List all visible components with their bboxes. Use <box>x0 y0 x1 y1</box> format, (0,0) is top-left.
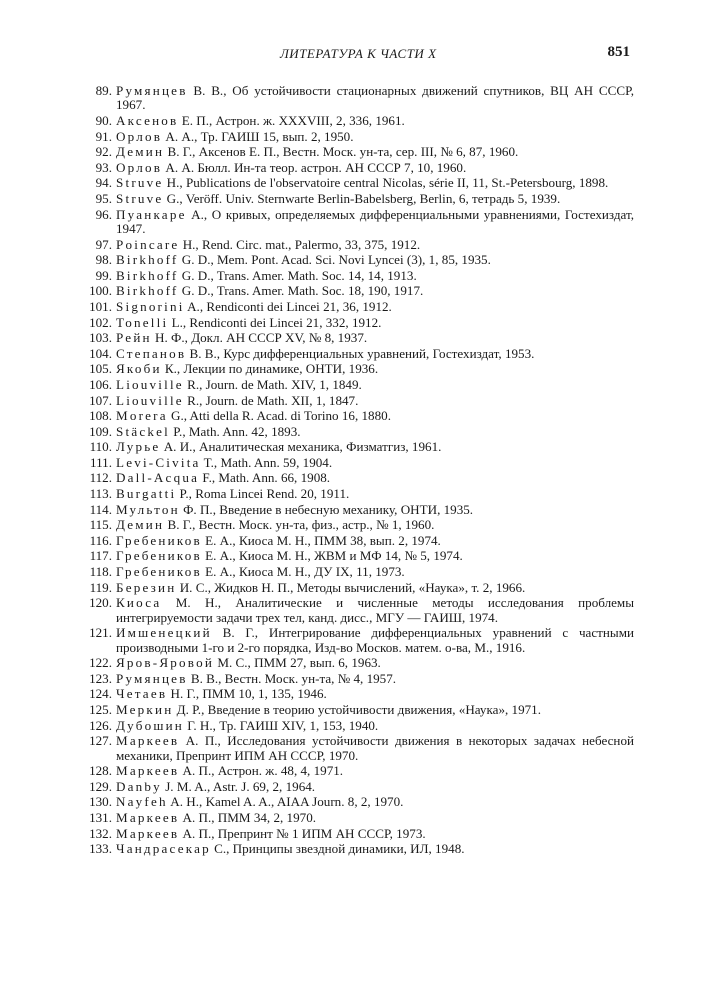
reference-details: A., Rendiconti dei Lincei 21, 36, 1912. <box>184 298 392 314</box>
reference-details: К., Лекции по динамике, ОНТИ, 1936. <box>161 361 379 377</box>
reference-details: Е. А., Киоса М. Н., ЖВМ и МФ 14, № 5, 1974. <box>201 548 463 564</box>
reference-number: 94. <box>95 175 112 191</box>
reference-item <box>82 596 634 625</box>
reference-item <box>82 84 634 113</box>
reference-text <box>116 596 634 625</box>
reference-author: Morera <box>116 408 168 424</box>
reference-item <box>82 331 634 345</box>
reference-author: Poincare <box>116 236 180 252</box>
reference-author: Орлов <box>116 159 163 175</box>
reference-details: H., Publications de l'observatoire central Nicolas, série II, 11, St.-Petersbourg, 1898. <box>163 175 609 191</box>
reference-details: В. В., Курс дифференциальных уравнений, Гостехиздат, 1953. <box>186 345 535 361</box>
reference-details: R., Journ. de Math. XIV, 1, 1849. <box>183 376 362 392</box>
reference-author: Stäckel <box>116 423 170 439</box>
reference-author: Четаев <box>116 686 168 702</box>
reference-details: А. П., Препринт № 1 ИПМ АН СССР, 1973. <box>179 825 426 841</box>
reference-author: Гребеников <box>116 548 202 564</box>
reference-text <box>116 284 634 298</box>
reference-number: 118. <box>89 564 112 580</box>
reference-number: 103. <box>89 330 112 346</box>
reference-author: Levi-Civita <box>116 454 201 470</box>
reference-text <box>116 176 634 190</box>
reference-item <box>82 192 634 206</box>
reference-item <box>82 238 634 252</box>
reference-author: Birkhoff <box>116 252 179 268</box>
reference-item <box>82 284 634 298</box>
reference-text <box>116 192 634 206</box>
reference-text <box>116 581 634 595</box>
reference-details: М. Н., Аналитические и численные методы исследования проблемы интегрируемости задачи трех тел, канд. дисс., МГУ — ГАИШ, 1974. <box>116 595 634 625</box>
reference-text <box>116 719 634 733</box>
reference-text <box>116 331 634 345</box>
reference-text <box>116 534 634 548</box>
reference-author: Liouville <box>116 376 184 392</box>
reference-number: 131. <box>89 809 112 825</box>
reference-number: 122. <box>89 655 112 671</box>
reference-number: 117. <box>89 548 112 564</box>
reference-number: 116. <box>89 532 112 548</box>
reference-item <box>82 764 634 778</box>
reference-details: А., О кривых, определяемых дифференциальными уравнениями, Гостехиздат, 1947. <box>116 206 634 236</box>
reference-details: R., Journ. de Math. XII, 1, 1847. <box>183 392 359 408</box>
reference-text <box>116 347 634 361</box>
reference-number: 102. <box>89 314 112 330</box>
reference-item <box>82 130 634 144</box>
reference-details: А. И., Аналитическая механика, Физматгиз, 1961. <box>160 439 442 455</box>
reference-text <box>116 362 634 376</box>
reference-details: H., Rend. Circ. mat., Palermo, 33, 375, 1912. <box>179 236 421 252</box>
reference-author: Румянцев <box>116 83 188 98</box>
reference-details: С., Принципы звездной динамики, ИЛ, 1948. <box>210 841 465 857</box>
reference-author: Пуанкаре <box>116 206 187 222</box>
reference-text <box>116 378 634 392</box>
reference-item <box>82 394 634 408</box>
reference-author: Nayfeh <box>116 794 168 810</box>
reference-details: Е. А., Киоса М. Н., ДУ IX, 11, 1973. <box>201 564 405 580</box>
reference-text <box>116 114 634 128</box>
reference-details: А. П., Исследования устойчивости движения в некоторых задачах небесной механики, Препринт ИПМ АН СССР, 1970. <box>116 733 634 763</box>
reference-text <box>116 827 634 841</box>
reference-item <box>82 300 634 314</box>
reference-details: Д. Р., Введение в теорию устойчивости движения, «Наука», 1971. <box>173 702 542 717</box>
reference-author: Signorini <box>116 298 185 314</box>
reference-number: 125. <box>89 702 112 717</box>
reference-details: Е. П., Астрон. ж. XXXVIII, 2, 336, 1961. <box>178 113 405 128</box>
reference-details: А. А. Бюлл. Ин-та теор. астрон. АН СССР 7, 10, 1960. <box>162 159 467 175</box>
reference-item <box>82 208 634 237</box>
reference-text <box>116 764 634 778</box>
reference-author: Меркин <box>116 702 174 717</box>
reference-item <box>82 114 634 128</box>
reference-number: 99. <box>95 267 112 283</box>
reference-details: G., Veröff. Univ. Sternwarte Berlin-Babelsberg, Berlin, 6, тетрадь 5, 1939. <box>163 190 561 206</box>
reference-text <box>116 253 634 267</box>
reference-author: Мультон <box>116 501 180 517</box>
reference-item <box>82 269 634 283</box>
reference-item <box>82 795 634 809</box>
reference-number: 107. <box>89 392 112 408</box>
reference-text <box>116 130 634 144</box>
reference-number: 104. <box>89 345 112 361</box>
reference-text <box>116 734 634 763</box>
reference-item <box>82 161 634 175</box>
reference-item <box>82 176 634 190</box>
reference-number: 124. <box>89 686 112 702</box>
reference-text <box>116 672 634 686</box>
reference-number: 97. <box>95 236 112 252</box>
reference-author: Степанов <box>116 345 187 361</box>
reference-author: Маркеев <box>116 825 180 841</box>
reference-text <box>116 300 634 314</box>
reference-number: 98. <box>95 252 112 268</box>
reference-number: 123. <box>89 670 112 686</box>
reference-details: G. D., Mem. Pont. Acad. Sci. Novi Lyncei (3), 1, 85, 1935. <box>178 252 491 268</box>
reference-author: Danby <box>116 778 162 794</box>
reference-author: Демин <box>116 517 165 533</box>
reference-item <box>82 253 634 267</box>
reference-item <box>82 145 634 159</box>
reference-item <box>82 471 634 485</box>
reference-text <box>116 687 634 701</box>
reference-details: В. В., Об устойчивости стационарных движений спутников, ВЦ АН СССР, 1967. <box>116 83 634 113</box>
reference-details: L., Rendiconti dei Lincei 21, 332, 1912. <box>168 314 382 330</box>
reference-text <box>116 626 634 655</box>
reference-item <box>82 347 634 361</box>
reference-list <box>82 84 634 858</box>
reference-number: 105. <box>89 361 112 377</box>
reference-number: 111. <box>90 454 112 470</box>
reference-details: В. В., Вестн. Моск. ун-та, № 4, 1957. <box>187 670 397 686</box>
reference-text <box>116 842 634 856</box>
reference-text <box>116 161 634 175</box>
reference-number: 120. <box>89 595 112 611</box>
reference-details: Н. Ф., Докл. АН СССР XV, № 8, 1937. <box>151 330 368 346</box>
reference-number: 113. <box>89 486 112 502</box>
reference-number: 90. <box>95 113 112 128</box>
reference-author: Лурье <box>116 439 161 455</box>
reference-item <box>82 626 634 655</box>
reference-item <box>82 456 634 470</box>
page-number: 851 <box>607 44 630 60</box>
reference-item <box>82 734 634 763</box>
reference-details: А. А., Тр. ГАИШ 15, вып. 2, 1950. <box>162 128 354 144</box>
reference-item <box>82 656 634 670</box>
reference-item <box>82 487 634 501</box>
reference-item <box>82 362 634 376</box>
reference-number: 119. <box>89 579 112 595</box>
reference-details: G. D., Trans. Amer. Math. Soc. 18, 190, 1917. <box>178 283 424 299</box>
reference-item <box>82 703 634 717</box>
reference-item <box>82 842 634 856</box>
reference-number: 106. <box>89 376 112 392</box>
reference-item <box>82 565 634 579</box>
reference-details: G. D., Trans. Amer. Math. Soc. 14, 14, 1913. <box>178 267 417 283</box>
reference-author: Struve <box>116 175 164 191</box>
reference-item <box>82 811 634 825</box>
reference-details: F., Math. Ann. 66, 1908. <box>199 470 331 486</box>
reference-author: Рейн <box>116 330 152 346</box>
reference-text <box>116 795 634 809</box>
reference-details: А. П., ПММ 34, 2, 1970. <box>179 809 317 825</box>
reference-author: Burgatti <box>116 486 177 502</box>
reference-text <box>116 425 634 439</box>
reference-author: Демин <box>116 144 165 160</box>
reference-number: 101. <box>89 298 112 314</box>
reference-item <box>82 316 634 330</box>
reference-author: Struve <box>116 190 164 206</box>
reference-item <box>82 378 634 392</box>
reference-number: 126. <box>89 717 112 733</box>
reference-item <box>82 687 634 701</box>
reference-details: В. Г., Аксенов Е. П., Вестн. Моск. ун-та, сер. III, № 6, 87, 1960. <box>164 144 519 160</box>
reference-number: 130. <box>89 794 112 810</box>
reference-number: 89. <box>95 83 112 98</box>
reference-author: Birkhoff <box>116 283 179 299</box>
reference-number: 127. <box>89 733 112 749</box>
reference-item <box>82 549 634 563</box>
reference-author: Liouville <box>116 392 184 408</box>
reference-text <box>116 456 634 470</box>
reference-text <box>116 549 634 563</box>
reference-author: Яров-Яровой <box>116 655 215 671</box>
reference-text <box>116 409 634 423</box>
reference-item <box>82 672 634 686</box>
reference-details: P., Math. Ann. 42, 1893. <box>169 423 301 439</box>
reference-number: 96. <box>95 206 112 222</box>
reference-number: 132. <box>89 825 112 841</box>
reference-text <box>116 238 634 252</box>
reference-details: А. П., Астрон. ж. 48, 4, 1971. <box>179 763 344 779</box>
reference-item <box>82 440 634 454</box>
running-header <box>90 46 630 66</box>
reference-details: В. Г., Интегрирование дифференциальных уравнений с частными производными 1-го и 2-го порядка, Изд-во Москов. матем. о-ва, М., 1916. <box>116 625 634 655</box>
reference-details: И. С., Жидков Н. П., Методы вычислений, «Наука», т. 2, 1966. <box>176 579 526 595</box>
reference-item <box>82 409 634 423</box>
reference-number: 95. <box>95 190 112 206</box>
reference-text <box>116 84 634 113</box>
reference-text <box>116 471 634 485</box>
reference-author: Маркеев <box>116 809 180 825</box>
reference-text <box>116 316 634 330</box>
reference-number: 112. <box>89 470 112 486</box>
reference-text <box>116 780 634 794</box>
reference-text <box>116 440 634 454</box>
reference-details: Ф. П., Введение в небесную механику, ОНТИ, 1935. <box>179 501 474 517</box>
reference-author: Birkhoff <box>116 267 179 283</box>
reference-text <box>116 208 634 237</box>
reference-text <box>116 394 634 408</box>
reference-item <box>82 425 634 439</box>
reference-text <box>116 518 634 532</box>
reference-number: 108. <box>89 408 112 424</box>
reference-author: Чандрасекар <box>116 841 211 857</box>
reference-item <box>82 503 634 517</box>
reference-number: 133. <box>89 841 112 857</box>
reference-details: М. С., ПММ 27, вып. 6, 1963. <box>214 655 381 671</box>
reference-text <box>116 487 634 501</box>
reference-number: 115. <box>89 517 112 533</box>
reference-text <box>116 503 634 517</box>
reference-author: Маркеев <box>116 733 180 749</box>
reference-author: Гребеников <box>116 564 202 580</box>
reference-author: Дубошин <box>116 717 185 733</box>
reference-text <box>116 145 634 159</box>
reference-number: 100. <box>89 283 112 299</box>
reference-number: 129. <box>89 778 112 794</box>
reference-author: Tonelli <box>116 314 169 330</box>
reference-details: Н. Г., ПММ 10, 1, 135, 1946. <box>167 686 327 702</box>
running-title: ЛИТЕРАТУРА К ЧАСТИ X <box>280 46 437 61</box>
reference-details: T., Math. Ann. 59, 1904. <box>200 454 333 470</box>
reference-text <box>116 656 634 670</box>
reference-item <box>82 581 634 595</box>
reference-details: В. Г., Вестн. Моск. ун-та, физ., астр., № 1, 1960. <box>164 517 435 533</box>
reference-author: Орлов <box>116 128 163 144</box>
reference-details: A. H., Kamel A. A., AIAA Journ. 8, 2, 1970. <box>167 794 404 810</box>
reference-author: Березин <box>116 579 177 595</box>
reference-text <box>116 565 634 579</box>
reference-number: 110. <box>89 439 112 455</box>
reference-item <box>82 719 634 733</box>
reference-number: 92. <box>95 144 112 160</box>
reference-number: 114. <box>89 501 112 517</box>
reference-details: Г. Н., Тр. ГАИШ XIV, 1, 153, 1940. <box>184 717 379 733</box>
reference-author: Имшенецкий <box>116 625 212 641</box>
reference-details: G., Atti della R. Acad. di Torino 16, 1880. <box>167 408 391 424</box>
reference-author: Маркеев <box>116 763 180 779</box>
reference-author: Аксенов <box>116 113 179 128</box>
reference-author: Якоби <box>116 361 162 377</box>
reference-author: Dall-Acqua <box>116 470 200 486</box>
reference-details: J. M. A., Astr. J. 69, 2, 1964. <box>161 778 316 794</box>
reference-author: Румянцев <box>116 670 188 686</box>
reference-number: 91. <box>95 128 112 144</box>
reference-author: Киоса <box>116 595 162 611</box>
reference-text <box>116 269 634 283</box>
reference-details: P., Roma Lincei Rend. 20, 1911. <box>176 486 350 502</box>
reference-number: 128. <box>89 763 112 779</box>
reference-item <box>82 827 634 841</box>
reference-author: Гребеников <box>116 532 202 548</box>
reference-text <box>116 703 634 717</box>
reference-item <box>82 780 634 794</box>
reference-number: 93. <box>95 159 112 175</box>
reference-item <box>82 534 634 548</box>
reference-item <box>82 518 634 532</box>
reference-text <box>116 811 634 825</box>
reference-number: 121. <box>89 625 112 641</box>
reference-number: 109. <box>89 423 112 439</box>
reference-details: Е. А., Киоса М. Н., ПММ 38, вып. 2, 1974. <box>201 532 441 548</box>
